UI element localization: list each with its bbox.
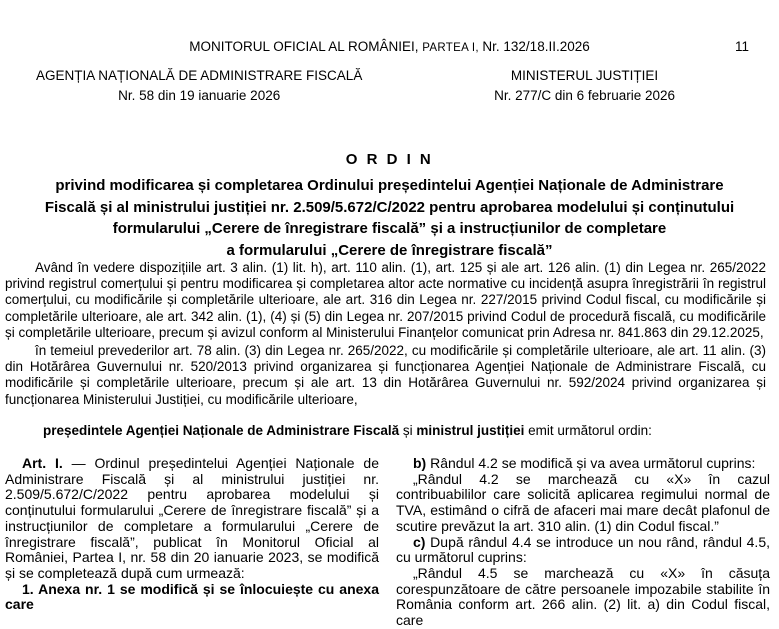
order-subtitle [0,175,779,261]
journal-header [0,39,779,54]
order-heading: O R D I N [345,151,434,168]
point-b-paragraph [396,456,770,472]
enacting-separator: și [399,423,417,438]
journal-issue-number: Nr. 132/18.II.2026 [482,39,590,54]
journal-title-part: PARTEA I, [422,42,483,54]
point-c-quote-paragraph: „Rândul 4.5 se marchează cu «X» în căsuța corespunzătoare de către persoanele impozabile stabilite în România conform art. 266 alin. (2) lit. a) din Codul fiscal, care [396,564,770,629]
order-body-columns [5,456,770,629]
column-right [396,456,770,629]
issuing-authorities [36,66,675,106]
authority-justice-name: MINISTERUL JUSTIȚIEI [510,68,659,83]
enacting-bold-anaf: președintele Agenției Naționale de Administrare Fiscală [43,423,400,438]
authority-justice-number: Nr. 277/C din 6 februarie 2026 [494,88,675,103]
article-1-text: — Ordinul președintelui Agenției Naționale de Administrare Fiscală și al ministrului justiției nr. 2.509/5.672/C/2022 pentru aprobarea modelului și conținutului formularului „Cerere de înregistrare fiscală” și a instrucțiunilor de completare a formularului „Cerere de înregistrare fiscală”, publicat în Monitorul Oficial al României, Partea I, nr. 58 din 20 ianuarie 2023, se modifică și se completează după cum urmează: [5,455,380,581]
article-1-label: Art. I. [22,455,63,471]
article-1-paragraph [5,456,379,582]
authority-anaf-number: Nr. 58 din 19 ianuarie 2026 [118,88,281,103]
enacting-formula [5,423,766,438]
enacting-bold-justice: ministrul justiției [416,423,525,438]
preamble-paragraph-1: Având în vedere dispozițiile art. 3 alin. (1) lit. h), art. 110 alin. (1), art. 125 și ale art. 126 alin. (1) din Legea nr. 265/2022 privind registrul comerțului și pentru modificarea și completarea altor acte normative cu incidență asupra înregistrării în registrul comerțului, cu modificările și completările ulterioare, ale art. 316 din Legea nr. 227/2015 privind Codul fiscal, cu modificările și completările ulterioare, ale art. 342 alin. (1), (4) și (5) din Legea nr. 207/2015 privind Codul de procedură fiscală, cu modificările și completările ulterioare, precum și avizul conform al Ministerului Finanțelor comunicat prin Adresa nr. 841.863 din 29.12.2025, [5,260,766,340]
journal-title-main: MONITORUL OFICIAL AL ROMÂNIEI, [189,39,423,54]
column-left [5,456,379,629]
order-subtitle-line: privind modificarea și completarea Ordinului președintelui Agenției Naționale de Administrare [55,177,724,194]
enacting-rest: emit următorul ordin: [524,423,652,438]
authority-anaf [36,66,362,106]
order-preamble [5,260,766,408]
point-b-label: b) [413,455,427,471]
order-subtitle-line: a formularului „Cerere de înregistrare fiscală” [226,241,553,259]
point-c-text: După rândul 4.4 se introduce un nou rând, rândul 4.5, cu următorul cuprins: [396,533,770,566]
order-subtitle-line: formularului „Cerere de înregistrare fiscală” și a instrucțiunilor de completare [112,220,667,237]
point-c-paragraph [396,535,770,566]
authority-anaf-name: AGENȚIA NAȚIONALĂ DE ADMINISTRARE FISCALĂ [36,68,363,83]
authority-justice [494,66,675,106]
point-1-paragraph: 1. Anexa nr. 1 se modifică și se înlocuiește cu anexa care [5,580,379,613]
point-c-label: c) [413,533,426,550]
preamble-paragraph-2: în temeiul prevederilor art. 78 alin. (3) din Legea nr. 265/2022, cu modificările și completările ulterioare, ale art. 11 alin. (3) din Hotărârea Guvernului nr. 520/2013 privind organizarea și funcționarea Agenției Naționale de Administrare Fiscală, cu modificările și completările ulterioare, precum și ale art. 13 din Hotărârea Guvernului nr. 592/2024 privind organizarea și funcționarea Ministerului Justiției, cu modificările ulterioare, [5,343,766,407]
order-subtitle-line: Fiscală și al ministrului justiției nr. 2.509/5.672/C/2022 pentru aprobarea modelului și conținutului [44,198,735,216]
point-b-quote-paragraph: „Rândul 4.2 se marchează cu «X» în cazul contribuabililor care solicită aplicarea regimului normal de TVA, estimând o cifră de afaceri mai mare decât plafonul de scutire prevăzut la art. 310 alin. (1) din Codul fiscal.” [396,470,770,534]
point-b-text: Rândul 4.2 se modifică și va avea următorul cuprins: [426,455,756,471]
page-number: 11 [734,39,749,54]
